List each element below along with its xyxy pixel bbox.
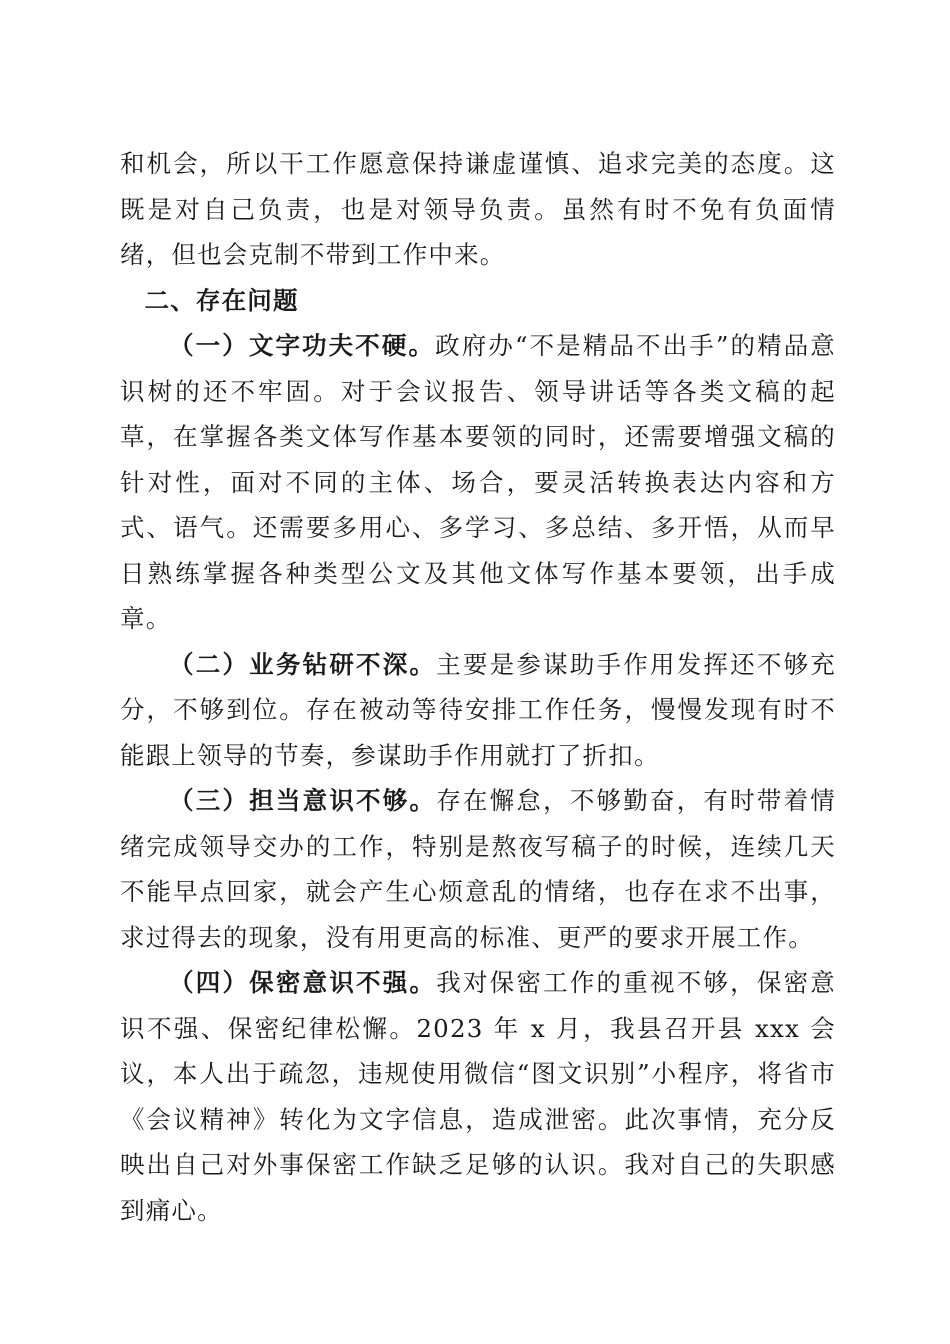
section-heading: 二、存在问题 [144,285,299,315]
issue-paragraph-2 [120,642,836,779]
issue-title-3: （三）担当意识不够。 [169,786,437,815]
issue-title-2: （二）业务钻研不深。 [169,649,437,679]
issue-body-4: 我对保密工作的重视不够，保密意识不强、保密纪律松懈。2023 年 x 月，我县召开县 xxx 会议，本人出于疏忽，违规使用微信“图文识别”小程序，将省市《会议精神》转化为文字信息，造成泄密。此次事情，充分反映出自己对外事保密工作缺乏足够的认识。我对自己的失职感到痛心。 [120,968,837,1225]
issue-paragraph-1 [120,323,836,642]
intro-paragraph: 和机会，所以干工作愿意保持谦虚谨慎、追求完美的态度。这既是对自己负责，也是对领导负责。虽然有时不免有负面情绪，但也会克制不带到工作中来。 [120,149,836,269]
issue-title-4: （四）保密意识不强。 [169,968,437,997]
issue-body-1: 政府办“不是精品不出手”的精品意识树的还不牢固。对于会议报告、领导讲话等各类文稿的起草，在掌握各类文体写作基本要领的同时，还需要增强文稿的针对性，面对不同的主体、场合，要灵活转换表达内容和方式、语气。还需要多用心、多学习、多总结、多开悟，从而早日熟练掌握各种类型公文及其他文体写作基本要领，出手成章。 [120,331,837,633]
issue-paragraph-3 [120,778,836,960]
document-body [120,141,836,1233]
issue-body-2: 主要是参谋助手作用发挥还不够充分，不够到位。存在被动等待安排工作任务，慢慢发现有时不能跟上领导的节奏，参谋助手作用就打了折扣。 [120,649,837,770]
issue-body-3: 存在懈怠，不够勤奋，有时带着情绪完成领导交办的工作，特别是熬夜写稿子的时候，连续几天不能早点回家，就会产生心烦意乱的情绪，也存在求不出事，求过得去的现象，没有用更高的标准、更严的要求开展工作。 [120,786,837,952]
issue-title-1: （一）文字功夫不硬。 [169,331,436,360]
issue-paragraph-4 [120,960,836,1233]
